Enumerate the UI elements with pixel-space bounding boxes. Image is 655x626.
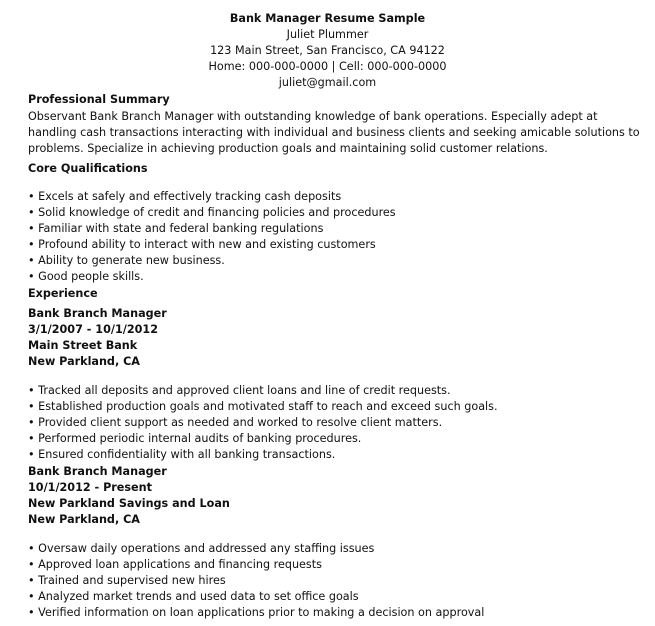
candidate-name: Juliet Plummer: [286, 28, 369, 41]
qualifications-heading: Core Qualifications: [28, 162, 148, 175]
address: 123 Main Street, San Francisco, CA 94122: [210, 44, 445, 57]
qualification-item: • Familiar with state and federal banking regulations: [28, 222, 324, 235]
job-duty: • Analyzed market trends and used data to set office goals: [28, 590, 359, 603]
job-duty: • Established production goals and motivated staff to reach and exceed such goals.: [28, 400, 498, 413]
job-company: Main Street Bank: [28, 339, 138, 352]
job-duty: • Performed periodic internal audits of banking procedures.: [28, 432, 362, 445]
job-title: Bank Branch Manager: [28, 307, 167, 320]
document-title: Bank Manager Resume Sample: [229, 12, 426, 25]
summary-heading: Professional Summary: [28, 93, 170, 106]
experience-heading: Experience: [28, 287, 98, 300]
job-location: New Parkland, CA: [28, 355, 140, 368]
qualification-item: • Excels at safely and effectively tracking cash deposits: [28, 190, 342, 203]
job-duty: • Approved loan applications and financing requests: [28, 558, 322, 571]
job-duty: • Verified information on loan applications prior to making a decision on approval: [28, 606, 485, 619]
job-duty: • Ensured confidentiality with all banking transactions.: [28, 448, 336, 461]
job-duty: • Provided client support as needed and worked to resolve client matters.: [28, 416, 443, 429]
job-company: New Parkland Savings and Loan: [28, 497, 230, 510]
email: juliet@gmail.com: [278, 76, 377, 89]
qualification-item: • Profound ability to interact with new and existing customers: [28, 238, 376, 251]
job-title: Bank Branch Manager: [28, 465, 167, 478]
job-dates: 10/1/2012 - Present: [28, 481, 152, 494]
qualification-item: • Good people skills.: [28, 270, 144, 283]
job-duty: • Oversaw daily operations and addressed any staffing issues: [28, 542, 375, 555]
job-duty: • Tracked all deposits and approved client loans and line of credit requests.: [28, 384, 451, 397]
qualification-item: • Solid knowledge of credit and financing policies and procedures: [28, 206, 396, 219]
phone-numbers: Home: 000-000-0000 | Cell: 000-000-0000: [208, 60, 447, 73]
summary-text: Observant Bank Branch Manager with outstanding knowledge of bank operations. Especially adept at handling cash transactions interacting with individual and business clients and seeking amicable solutions to problems. Specialize in achieving production goals and maintaining solid customer relations.: [28, 110, 640, 155]
qualification-item: • Ability to generate new business.: [28, 254, 225, 267]
job-location: New Parkland, CA: [28, 513, 140, 526]
job-duty: • Trained and supervised new hires: [28, 574, 226, 587]
job-dates: 3/1/2007 - 10/1/2012: [28, 323, 158, 336]
